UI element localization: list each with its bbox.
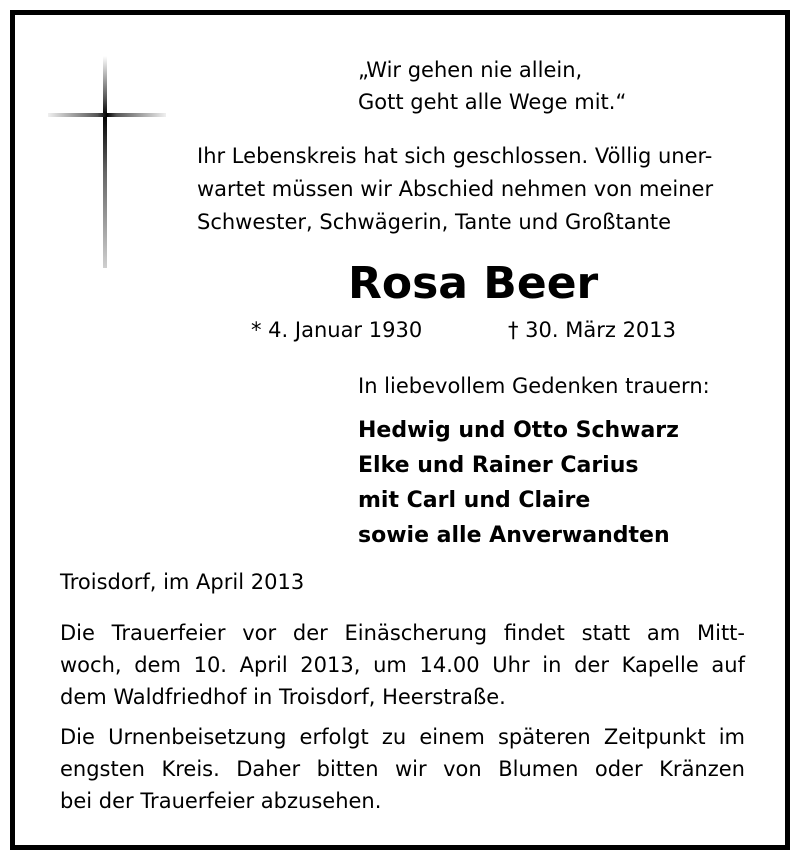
mourner-name: sowie alle Anverwandten xyxy=(358,523,670,548)
urn-notice-line-3: bei der Trauerfeier abzusehen. xyxy=(60,789,382,813)
funeral-notice-line-2: woch, dem 10. April 2013, um 14.00 Uhr in der Kapelle auf xyxy=(60,653,745,677)
deceased-name: Rosa Beer xyxy=(348,258,599,309)
urn-notice-line-1: Die Urnenbeisetzung erfolgt zu einem späteren Zeitpunkt im xyxy=(60,725,745,749)
cross-vertical-beam xyxy=(103,56,107,268)
mourner-name: Hedwig und Otto Schwarz xyxy=(358,418,679,443)
mourner-name: mit Carl und Claire xyxy=(358,488,591,513)
funeral-notice xyxy=(60,617,745,713)
mourners-list xyxy=(358,413,679,553)
quote-line-1: „Wir gehen nie allein, xyxy=(358,58,583,82)
funeral-notice-line-3: dem Waldfriedhof in Troisdorf, Heerstraße. xyxy=(60,685,506,709)
quote-line-2: Gott geht alle Wege mit.“ xyxy=(358,90,627,114)
funeral-notice-line-1: Die Trauerfeier vor der Einäscherung findet statt am Mitt- xyxy=(60,621,745,645)
cross-horizontal-beam xyxy=(48,113,166,117)
urn-notice-line-2: engsten Kreis. Daher bitten wir von Blumen oder Kränzen xyxy=(60,757,745,781)
mourners-intro: In liebevollem Gedenken trauern: xyxy=(358,374,710,398)
intro-line-2: wartet müssen wir Abschied nehmen von meiner xyxy=(197,177,714,201)
urn-notice xyxy=(60,721,745,817)
death-date: † 30. März 2013 xyxy=(508,318,677,342)
place-date: Troisdorf, im April 2013 xyxy=(60,570,305,594)
mourner-name: Elke und Rainer Carius xyxy=(358,453,639,478)
intro-line-3: Schwester, Schwägerin, Tante und Großtante xyxy=(197,210,672,234)
birth-date: * 4. Januar 1930 xyxy=(251,318,423,342)
quote xyxy=(358,54,626,118)
intro-line-1: Ihr Lebenskreis hat sich geschlossen. Völlig uner- xyxy=(197,144,713,168)
intro-text xyxy=(197,140,713,239)
